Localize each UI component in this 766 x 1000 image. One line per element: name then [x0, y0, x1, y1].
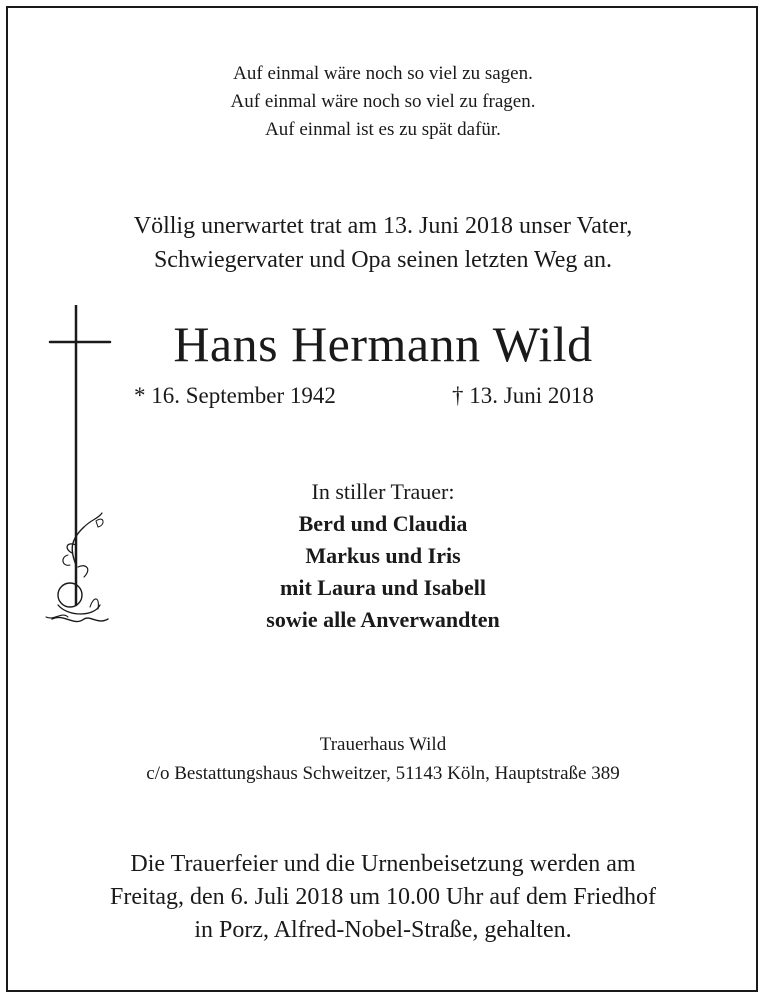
mourner-name: mit Laura und Isabell	[280, 575, 486, 600]
address-line: Trauerhaus Wild	[319, 734, 447, 755]
birth-date: * 16. September 1942	[134, 383, 336, 408]
verse-line: Auf einmal wäre noch so viel zu fragen.	[230, 91, 536, 112]
intro-line: Schwiegervater und Opa seinen letzten Weg an.	[153, 247, 613, 273]
ceremony-line: Die Trauerfeier und die Urnenbeisetzung werden am	[130, 851, 636, 877]
intro-line: Völlig unerwartet trat am 13. Juni 2018 unser Vater,	[133, 213, 633, 239]
mourners-heading: In stiller Trauer:	[311, 479, 455, 504]
verse-line: Auf einmal ist es zu spät dafür.	[265, 119, 501, 140]
mourner-name: Markus und Iris	[305, 543, 461, 568]
mourner-name: sowie alle Anverwandten	[266, 607, 500, 632]
deceased-name: Hans Hermann Wild	[173, 316, 593, 372]
ceremony-line: Freitag, den 6. Juli 2018 um 10.00 Uhr auf dem Friedhof	[110, 884, 656, 910]
mourner-name: Berd und Claudia	[298, 511, 468, 536]
address-line: c/o Bestattungshaus Schweitzer, 51143 Köln, Hauptstraße 389	[146, 763, 620, 784]
ceremony-line: in Porz, Alfred-Nobel-Straße, gehalten.	[194, 917, 572, 943]
verse-line: Auf einmal wäre noch so viel zu sagen.	[233, 63, 533, 84]
death-date: † 13. Juni 2018	[452, 383, 594, 408]
